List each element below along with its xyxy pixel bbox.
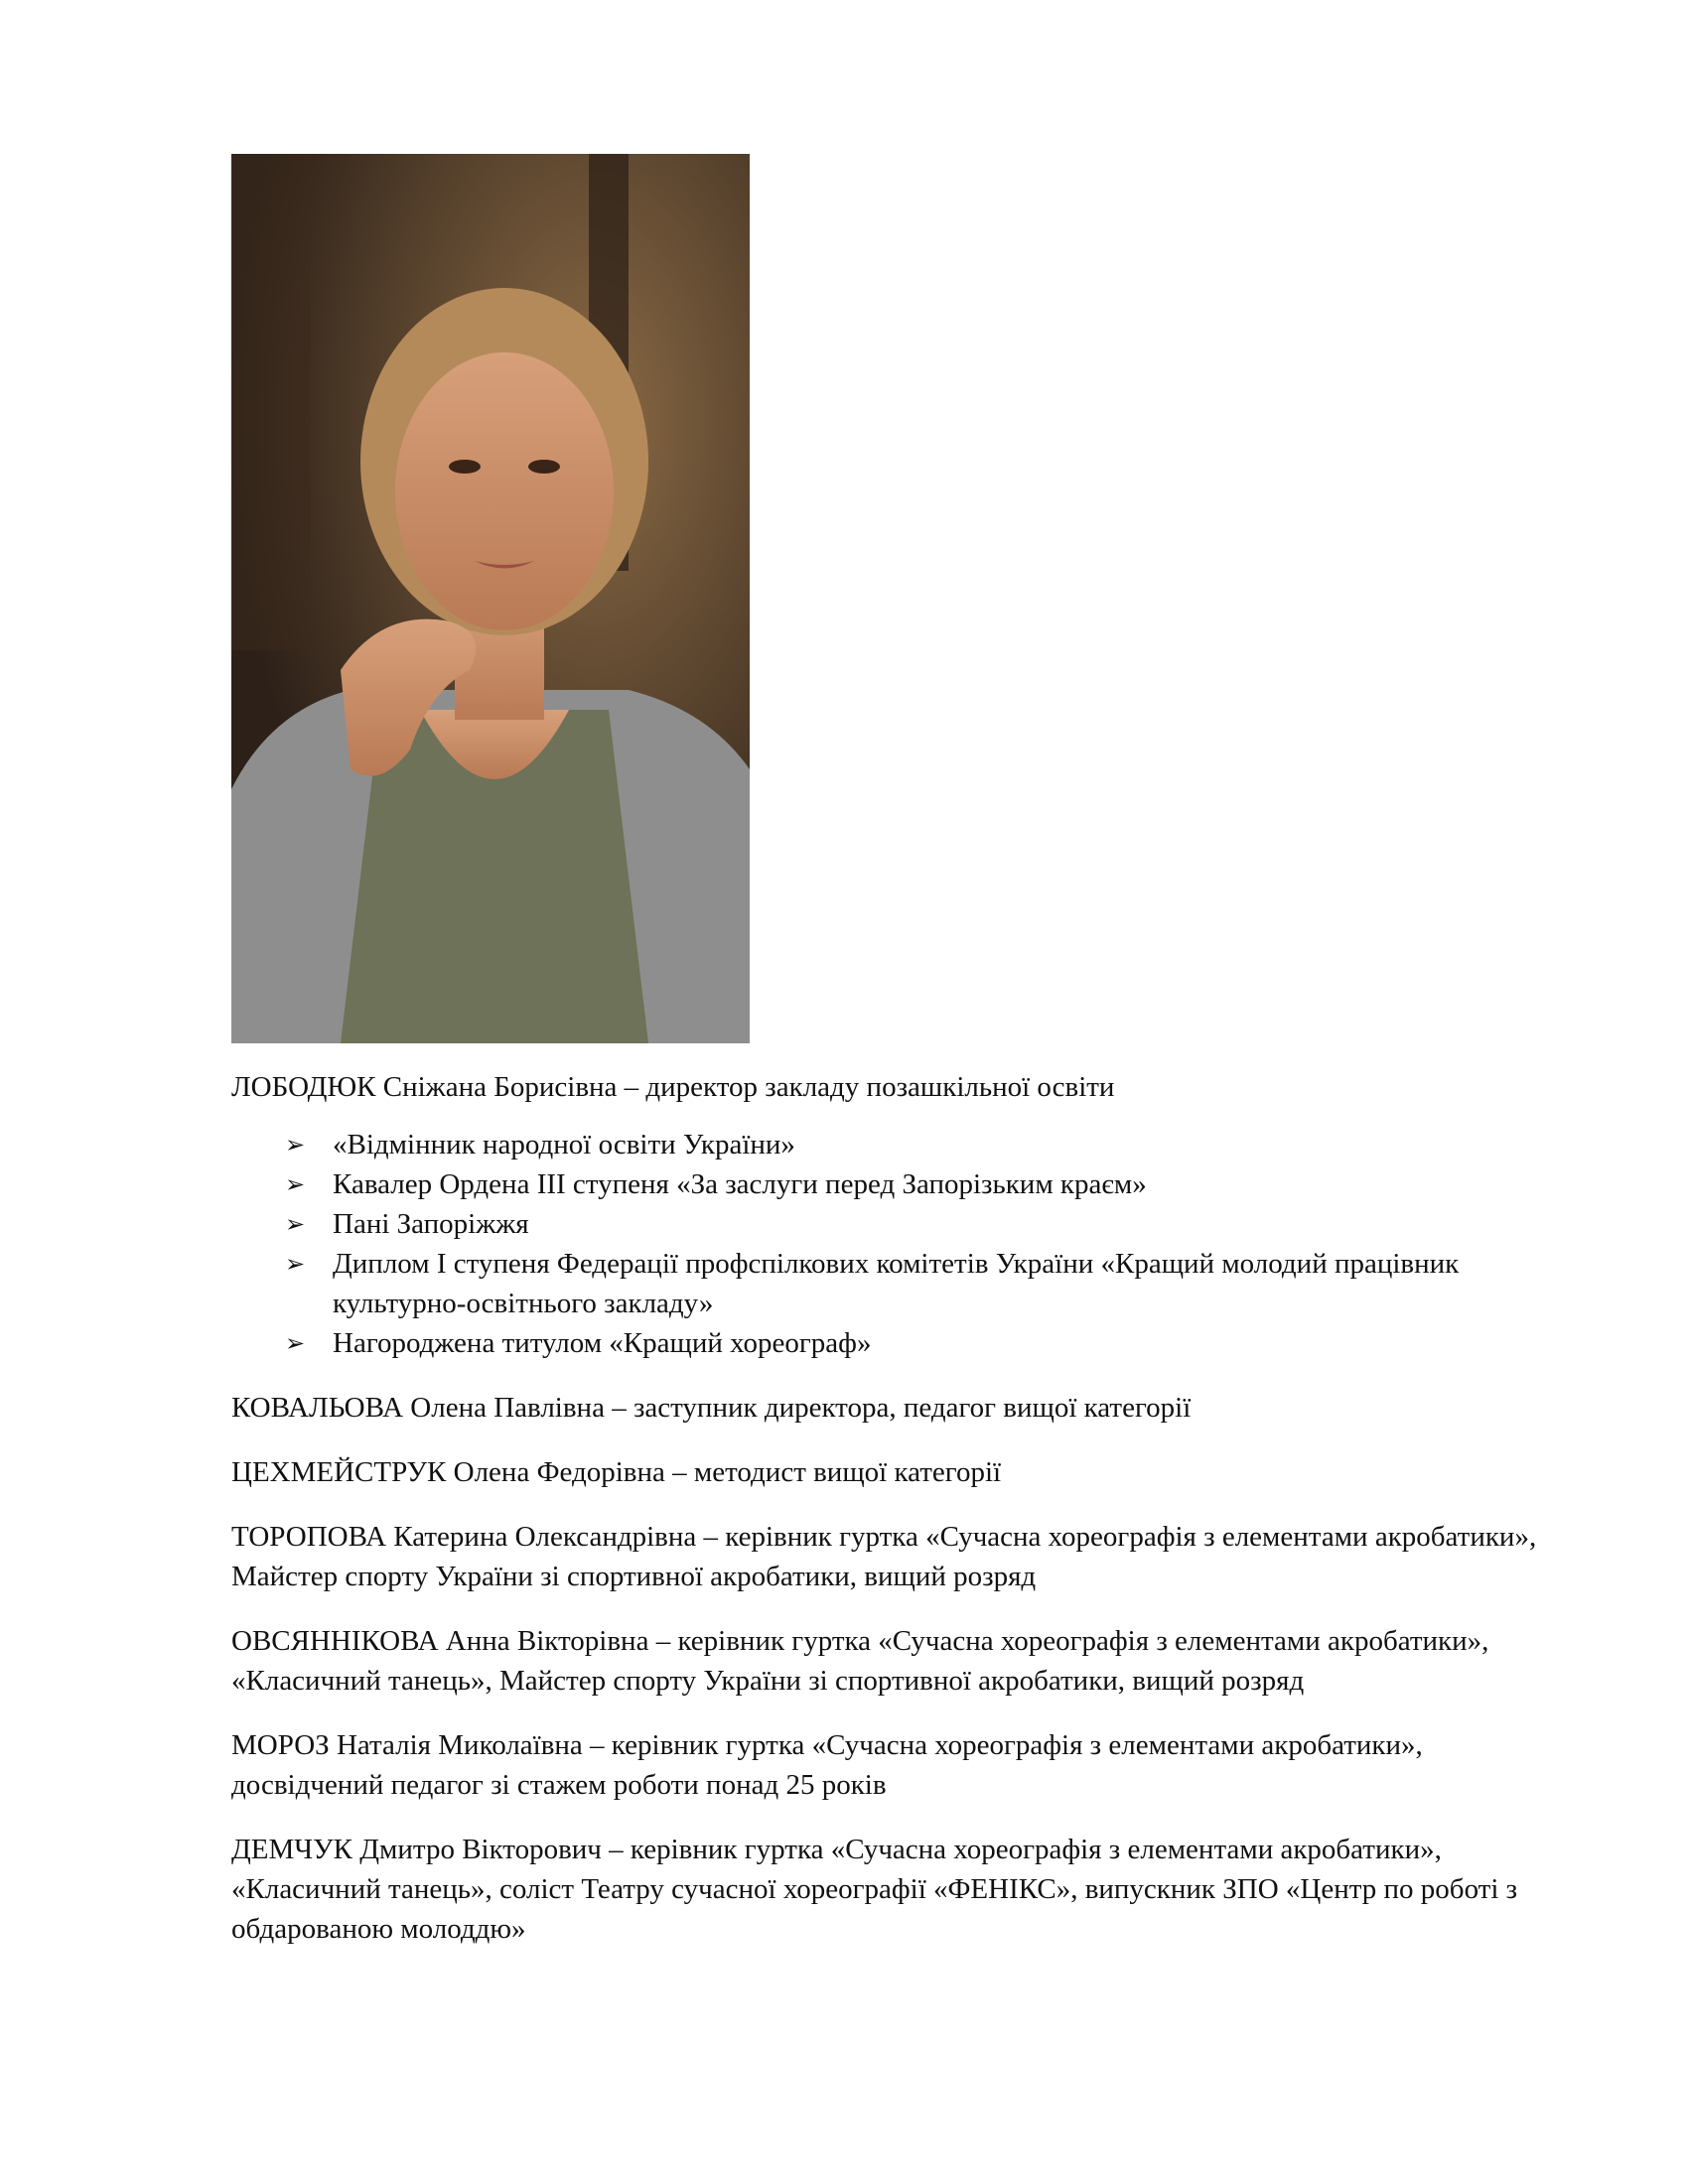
document-page bbox=[231, 154, 1562, 1949]
award-item bbox=[285, 1244, 1562, 1323]
staff-description: Катерина Олександрівна – керівник гуртка «Сучасна хореографія з елементами акробатики», Майстер спорту України зі спортивної акробатики, вищий розряд bbox=[231, 1521, 1537, 1592]
staff-paragraph bbox=[231, 1452, 1562, 1492]
staff-paragraph bbox=[231, 1725, 1562, 1805]
staff-surname: МОРОЗ bbox=[231, 1729, 330, 1761]
award-item bbox=[285, 1323, 1562, 1363]
staff-paragraph bbox=[231, 1517, 1562, 1596]
staff-surname: ОВСЯННІКОВА bbox=[231, 1625, 439, 1657]
staff-description: Анна Вікторівна – керівник гуртка «Сучасна хореографія з елементами акробатики», «Класичний танець», Майстер спорту України зі спортивної акробатики, вищий розряд bbox=[231, 1625, 1489, 1697]
director-paragraph bbox=[231, 1067, 1562, 1107]
staff-text bbox=[231, 1067, 1562, 1949]
staff-paragraph bbox=[231, 1621, 1562, 1701]
staff-description: Олена Федорівна – методист вищої категорії bbox=[446, 1456, 1002, 1488]
staff-paragraph bbox=[231, 1830, 1562, 1949]
staff-description: Наталія Миколаївна – керівник гуртка «Сучасна хореографія з елементами акробатики», досвідчений педагог зі стажем роботи понад 25 років bbox=[231, 1729, 1423, 1801]
director-surname: ЛОБОДЮК bbox=[231, 1071, 376, 1103]
staff-surname: ЦЕХМЕЙСТРУК bbox=[231, 1456, 447, 1488]
staff-surname: ТОРОПОВА bbox=[231, 1521, 387, 1553]
arrow-bullet-icon: ➢ bbox=[285, 1210, 306, 1238]
arrow-bullet-icon: ➢ bbox=[285, 1250, 306, 1278]
director-description: Сніжана Борисівна – директор закладу позашкільної освіти bbox=[375, 1071, 1115, 1103]
award-item bbox=[285, 1164, 1562, 1204]
award-text: Диплом І ступеня Федерації профспілкових комітетів України «Кращий молодий працівник культурно-освітнього закладу» bbox=[333, 1248, 1460, 1319]
director-photo bbox=[231, 154, 750, 1043]
arrow-bullet-icon: ➢ bbox=[285, 1329, 306, 1357]
awards-list bbox=[231, 1125, 1562, 1363]
award-text: Кавалер Ордена ІІІ ступеня «За заслуги перед Запорізьким краєм» bbox=[333, 1168, 1147, 1200]
award-text: Нагороджена титулом «Кращий хореограф» bbox=[333, 1327, 872, 1359]
award-item bbox=[285, 1125, 1562, 1164]
staff-surname: КОВАЛЬОВА bbox=[231, 1392, 404, 1424]
staff-paragraph bbox=[231, 1388, 1562, 1428]
staff-surname: ДЕМЧУК bbox=[231, 1834, 353, 1865]
staff-description: Дмитро Вікторович – керівник гуртка «Сучасна хореографія з елементами акробатики», «Класичний танець», соліст Театру сучасної хореографії «ФЕНІКС», випускник ЗПО «Центр по роботі з обдарованою молоддю» bbox=[231, 1834, 1518, 1945]
staff-description: Олена Павлівна – заступник директора, педагог вищої категорії bbox=[403, 1392, 1192, 1424]
award-text: «Відмінник народної освіти України» bbox=[333, 1129, 795, 1160]
arrow-bullet-icon: ➢ bbox=[285, 1131, 306, 1159]
arrow-bullet-icon: ➢ bbox=[285, 1170, 306, 1198]
award-text: Пані Запоріжжя bbox=[333, 1208, 529, 1240]
portrait-illustration bbox=[231, 154, 750, 1043]
award-item bbox=[285, 1204, 1562, 1244]
